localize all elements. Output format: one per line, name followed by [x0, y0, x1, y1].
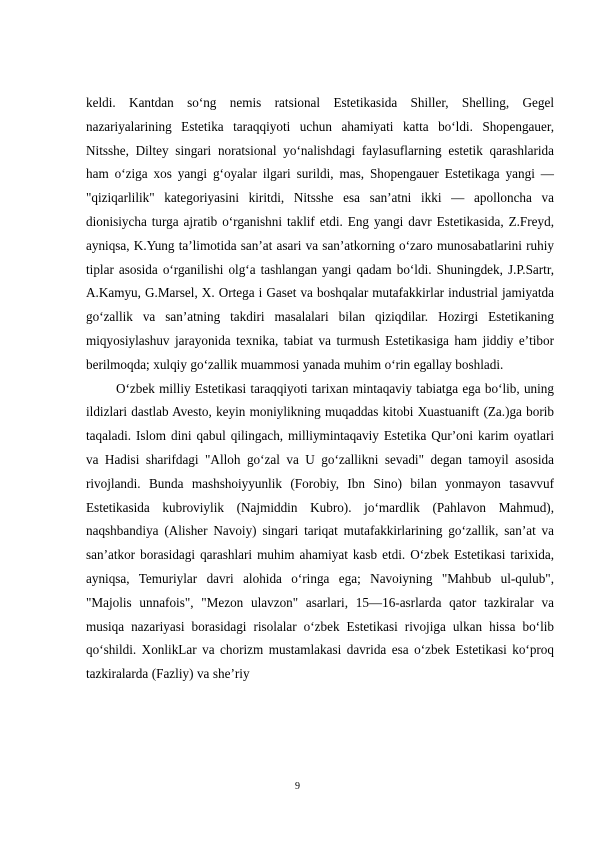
body-text	[86, 91, 554, 686]
paragraph-2: Oʻzbek milliy Estetikasi taraqqiyoti tarixan mintaqaviy tabiatga ega boʻlib, uning ildizlari dastlab Avesto, keyin moniylikning muqaddas kitobi Xuastuanift (Za.)ga borib taqaladi. Islom dini qabul qilingach, milliymintaqaviy Estetika Qurʼoni karim oyatlari va Hadisi sharifdagi "Alloh goʻzal va U goʻzallikni sevadi" degan tamoyil asosida rivojlandi. Bunda mashshoiyyunlik (Forobiy, Ibn Sino) bilan yonmayon tasavvuf Estetikasida kubroviylik (Najmiddin Kubro). joʻmardlik (Pahlavon Mahmud), naqshbandiya (Alisher Navoiy) singari tariqat mutafakkirlarining goʻzallik, sanʼat va sanʼatkor borasidagi qarashlari muhim ahamiyat kasb etdi. Oʻzbek Estetikasi tarixida, ayniqsa, Temuriylar davri alohida oʻringa ega; Navoiyning "Mahbub ul-qulub", "Majolis unnafois", "Mezon ulavzon" asarlari, 15—16-asrlarda qator tazkiralar va musiqa nazariyasi borasidagi risolalar oʻzbek Estetikasi rivojiga ulkan hissa boʻlib qoʻshildi. XonlikLar va chorizm mustamlakasi davrida esa oʻzbek Estetikasi koʻproq tazkiralarda (Fazliy) va sheʼriy	[86, 380, 554, 682]
page-number: 9	[295, 781, 300, 792]
paragraph-1: keldi. Kantdan soʻng nemis ratsional Estetikasida Shiller, Shelling, Gegel nazariyalarining Estetika taraqqiyoti uchun ahamiyati katta boʻldi. Shopengauer, Nitsshe, Diltey singari noratsional yoʻnalishdagi faylasuflarning estetik qarashlarida ham oʻziga xos yangi gʻoyalar ilgari surildi, mas, Shopengauer Estetikaga yangi — "qiziqarlilik" kategoriyasini kiritdi, Nitsshe esa sanʼatni ikki — apolloncha va dionisiycha turga ajratib oʻrganishni taklif etdi. Eng yangi davr Estetikasida, Z.Freyd, ayniqsa, K.Yung taʼlimotida sanʼat asari va sanʼatkorning oʻzaro munosabatlarini ruhiy tiplar asosida oʻrganilishi olgʻa tashlangan yangi qadam boʻldi. Shuningdek, J.P.Sartr, A.Kamyu, G.Marsel, X. Ortega i Gaset va boshqalar mutafakkirlar industrial jamiyatda goʻzallik va sanʼatning takdiri masalalari bilan qiziqdilar. Hozirgi Estetikaning miqyosiylashuv jarayonida texnika, tabiat va turmush Estetikasiga ham jiddiy eʼtibor berilmoqda; xulqiy goʻzallik muammosi yanada muhim oʻrin egallay boshladi.	[86, 95, 554, 372]
